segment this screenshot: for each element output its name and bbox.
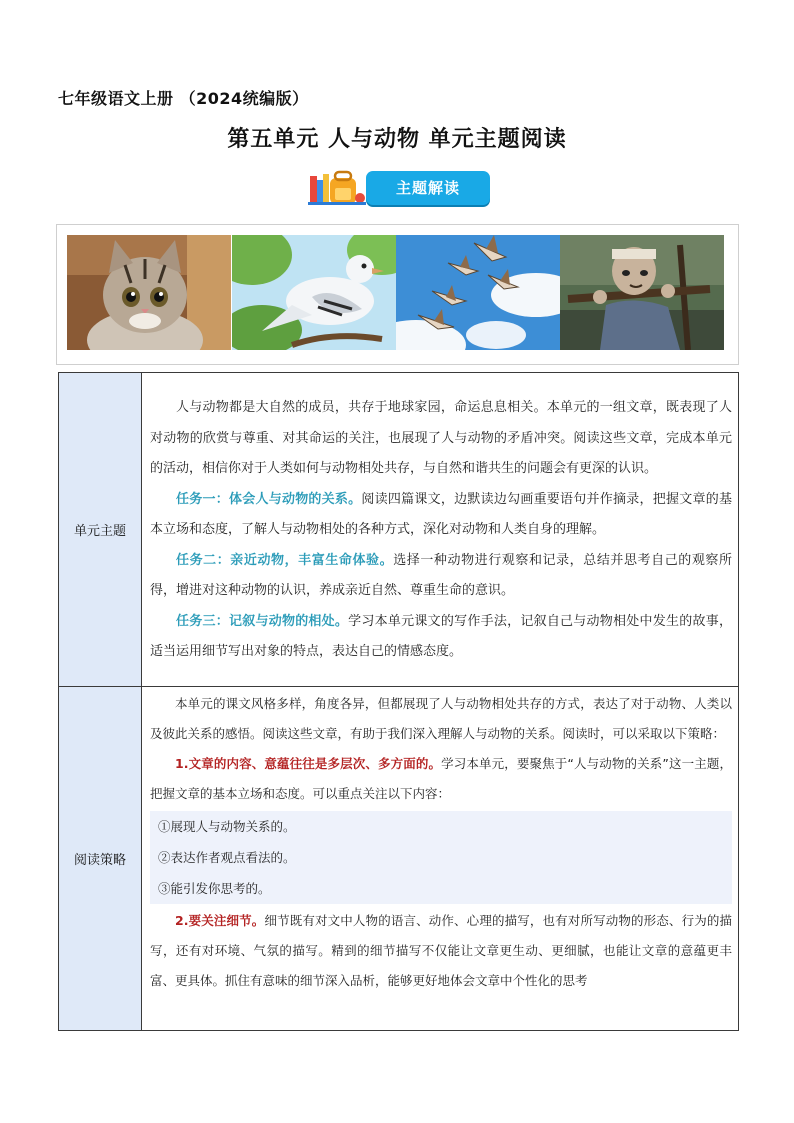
strategy-intro: 本单元的课文风格多样，角度各异，但都展现了人与动物相处共存的方式，表达了对于动物、人类以及彼此关系的感悟。阅读这些文章，有助于我们深入理解人与动物的关系。阅读时，可以采取以下策略： bbox=[150, 696, 732, 741]
task-2 bbox=[150, 546, 732, 607]
theme-body bbox=[142, 373, 739, 687]
strategy-row bbox=[59, 687, 739, 1031]
task-2-text: 选择一种动物进行观察和记录，总结并思考自己的观察所得，增进对这种动物的认识，养成亲近自然、尊重生命的意识。 bbox=[150, 552, 732, 599]
strategy-body bbox=[142, 687, 739, 1031]
task-1-head: 任务一：体会人与动物的关系。 bbox=[176, 491, 362, 507]
grade-heading: 七年级语文上册 （2024统编版） bbox=[58, 89, 309, 108]
focus-item-1: ①展现人与动物关系的。 bbox=[158, 819, 296, 834]
pigeon-image bbox=[232, 235, 396, 350]
task-3 bbox=[150, 607, 732, 668]
point-2-text: 细节既有对文中人物的语言、动作、心理的描写，也有对所写动物的形态、行为的描写，还有对环境、气氛的描写。精到的细节描写不仅能让文章更生动、更细腻，也能让文章的意蕴更丰富、更具体。抓住有意味的细节深入品析，能够更好地体会文章中个性化的思考 bbox=[150, 913, 732, 988]
strategy-point-1 bbox=[150, 749, 732, 809]
focus-item-2: ②表达作者观点看法的。 bbox=[158, 850, 296, 865]
theme-label: 单元主题 bbox=[59, 373, 142, 687]
section-badge bbox=[308, 168, 488, 208]
task-2-head: 任务二：亲近动物，丰富生命体验。 bbox=[176, 552, 394, 568]
school-bag-icon bbox=[308, 168, 366, 208]
focus-list bbox=[150, 811, 732, 904]
task-3-head: 任务三：记叙与动物的相处。 bbox=[176, 613, 349, 629]
theme-intro: 人与动物都是大自然的成员，共存于地球家园，命运息息相关。本单元的一组文章，既表现了人对动物的欣赏与尊重、对其命运的关注，也展现了人与动物的矛盾冲突。阅读这些文章，完成本单元的活动，相信你对于人类如何与动物相处共存，与自然和谐共生的问题会有更深的认识。 bbox=[150, 400, 732, 477]
theme-row bbox=[59, 373, 739, 687]
focus-item-3: ③能引发你思考的。 bbox=[158, 881, 271, 896]
wild-geese-image bbox=[396, 235, 560, 350]
strategy-label: 阅读策略 bbox=[59, 687, 142, 1031]
content-table bbox=[58, 372, 739, 1031]
theme-reading-badge: 主题解读 bbox=[366, 171, 490, 205]
task-1-text: 阅读四篇课文，边默读边勾画重要语句并作摘录，把握文章的基本立场和态度，了解人与动物相处的各种方式，深化对动物和人类自身的理解。 bbox=[150, 491, 732, 538]
point-1-head: 1.文章的内容、意蕴往往是多层次、多方面的。 bbox=[175, 756, 442, 771]
point-2-head: 2.要关注细节。 bbox=[175, 913, 265, 928]
point-1-text: 学习本单元，要聚焦于“人与动物的关系”这一主题，把握文章的基本立场和态度。可以重点关注以下内容： bbox=[150, 756, 733, 801]
task-3-text: 学习本单元课文的写作手法，记叙自己与动物相处中发生的故事，适当运用细节写出对象的特点，表达自己的情感态度。 bbox=[150, 613, 732, 660]
task-1 bbox=[150, 485, 732, 546]
strategy-point-2 bbox=[150, 906, 732, 996]
cat-image bbox=[67, 235, 231, 350]
illustration-strip bbox=[56, 224, 739, 365]
man-with-stick-image bbox=[560, 235, 724, 350]
page-title: 第五单元 人与动物 单元主题阅读 bbox=[227, 127, 567, 152]
